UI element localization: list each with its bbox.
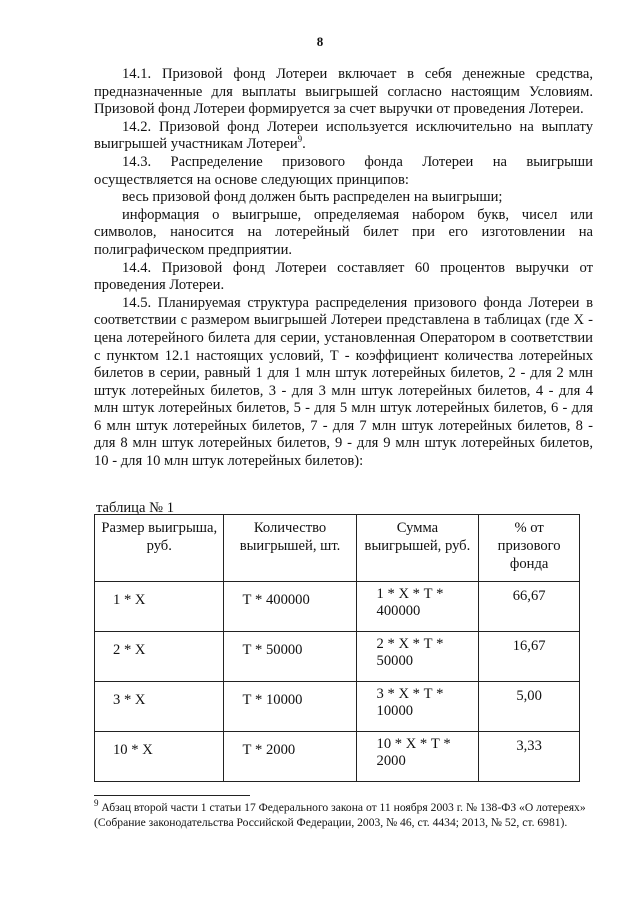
cell-fund-percent: 66,67 xyxy=(479,582,580,632)
prize-table xyxy=(94,514,580,782)
table-row xyxy=(95,732,580,782)
header-prize-count: Количество выигрышей, шт. xyxy=(224,515,356,582)
cell-prize-count: Т * 10000 xyxy=(224,682,356,732)
header-fund-percent: % от призового фонда xyxy=(479,515,580,582)
header-prize-sum: Сумма выигрышей, руб. xyxy=(356,515,479,582)
paragraph-14-2-tail: . xyxy=(302,136,306,153)
body-text xyxy=(94,66,593,471)
principle-item: информация о выигрыше, определяемая набором букв, чисел или символов, наносится на лотерейный билет при его изготовлении на полиграфическом предприятии. xyxy=(94,206,593,258)
cell-prize-size: 1 * X xyxy=(95,582,224,632)
paragraph-14-4: 14.4. Призовой фонд Лотереи составляет 60 процентов выручки от проведения Лотереи. xyxy=(94,259,593,294)
cell-fund-percent: 5,00 xyxy=(479,682,580,732)
cell-prize-size: 10 * X xyxy=(95,732,224,782)
principle-item: весь призовой фонд должен быть распределен на выигрыши; xyxy=(122,189,503,206)
header-prize-size: Размер выигрыша, руб. xyxy=(95,515,224,582)
paragraph-14-2-text: 14.2. Призовой фонд Лотереи используется исключительно на выплату выигрышей участникам Лотереи xyxy=(94,118,593,153)
cell-prize-count: Т * 50000 xyxy=(224,632,356,682)
table-row xyxy=(95,582,580,632)
paragraph-14-1: 14.1. Призовой фонд Лотереи включает в себя денежные средства, предназначенные для выплаты выигрышей согласно настоящим Условиям. Призовой фонд Лотереи формируется за счет выручки от проведения Лотереи. xyxy=(94,66,593,118)
cell-prize-sum: 3 * X * Т * 10000 xyxy=(356,682,479,732)
cell-prize-size: 2 * X xyxy=(95,632,224,682)
page-number: 8 xyxy=(316,34,324,49)
footnote-ref: 9 xyxy=(297,134,303,145)
cell-prize-sum: 1 * X * Т * 400000 xyxy=(356,582,479,632)
cell-prize-count: Т * 400000 xyxy=(224,582,356,632)
cell-prize-sum: 10 * X * Т * 2000 xyxy=(356,732,479,782)
cell-prize-count: Т * 2000 xyxy=(224,732,356,782)
table-row xyxy=(95,632,580,682)
cell-prize-sum: 2 * X * Т * 50000 xyxy=(356,632,479,682)
table-header-row xyxy=(95,515,580,582)
cell-fund-percent: 3,33 xyxy=(479,732,580,782)
cell-fund-percent: 16,67 xyxy=(479,632,580,682)
table-caption: таблица № 1 xyxy=(96,500,174,516)
footnote-marker: 9 xyxy=(94,798,99,809)
footnote-divider xyxy=(94,795,250,796)
footnote-text: Абзац второй части 1 статьи 17 Федерального закона от 11 ноября 2003 г. № 138-ФЗ «О лотереях» (Собрание законодательства Российской Федерации, 2003, № 46, ст. 4434; 2013, № 52, ст. 6981). xyxy=(94,801,586,829)
paragraph-14-5: 14.5. Планируемая структура распределения призового фонда Лотереи в соответствии с размером выигрышей Лотереи представлена в таблицах (где X - цена лотерейного билета для серии, установленная Оператором в соответствии с пунктом 12.1 настоящих условий, Т - коэффициент количества лотерейных билетов в серии, равный 1 для 1 млн штук лотерейных билетов, 2 - для 2 млн штук лотерейных билетов, 3 - для 3 млн штук лотерейных билетов, 4 - для 4 млн штук лотерейных билетов, 5 - для 5 млн штук лотерейных билетов, 6 - для 6 млн штук лотерейных билетов, 7 - для 7 млн штук лотерейных билетов, 8 - для 8 млн штук лотерейных билетов, 9 - для 9 млн штук лотерейных билетов, 10 - для 10 млн штук лотерейных билетов): xyxy=(94,294,593,470)
paragraph-14-2 xyxy=(94,119,593,154)
cell-prize-size: 3 * X xyxy=(95,682,224,732)
paragraph-14-3: 14.3. Распределение призового фонда Лотереи на выигрыши осуществляется на основе следующих принципов: xyxy=(94,153,593,188)
footnote xyxy=(94,800,604,830)
table-row xyxy=(95,682,580,732)
